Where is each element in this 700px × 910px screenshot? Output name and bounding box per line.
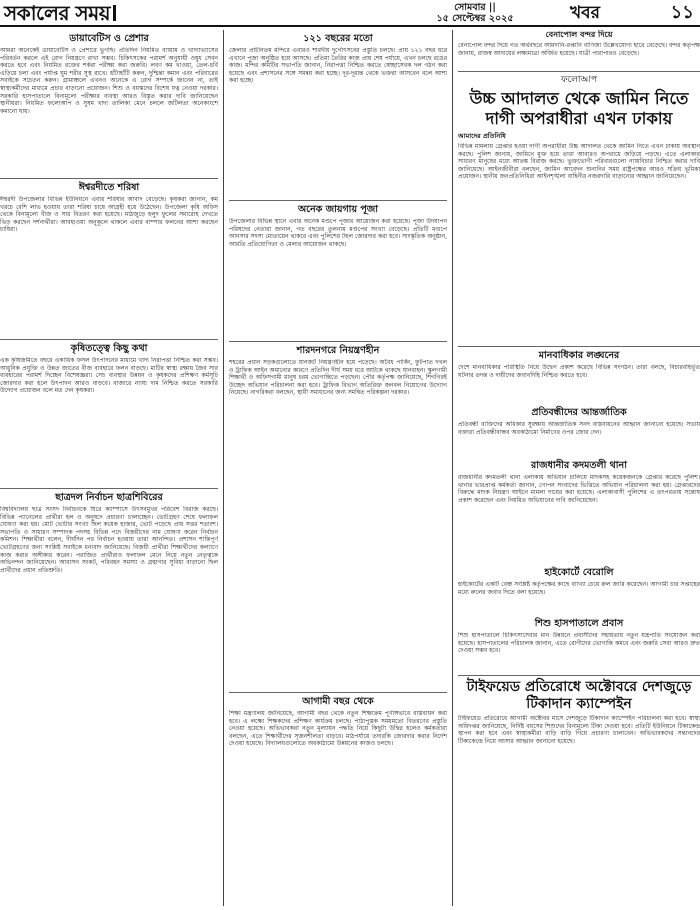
section-title: খবর <box>570 3 600 23</box>
newspaper-logo <box>4 2 116 24</box>
headline: ১২১ বছরের মতো <box>303 33 373 44</box>
headline: শারদনগরে নিয়ন্ত্রণহীন <box>296 345 380 356</box>
date: ১৫ সেপ্টেম্বর ২০২৫ <box>436 13 514 24</box>
article-body: দেশে মানবাধিকার পরিস্থিতি নিয়ে উদ্বেগ প্রকাশ করেছে বিভিন্ন সংগঠন। তারা বলছে, বিচারবহির্ভূত ঘটনার তদন্ত ও দায়ীদের জবাবদিহি নিশ্চিত করতে হবে। <box>458 364 700 379</box>
article-body: বিশ্ববিদ্যালয় ছাত্র সংসদ নির্বাচনকে ঘিরে ক্যাম্পাসে উৎসবমুখর পরিবেশ বিরাজ করছে। বিভিন্ন প্যানেলের প্রার্থীরা হল ও অনুষদে প্রচারণা চালাচ্ছেন। ভোটগ্রহণ শেষে ফলাফল ঘোষণা করা হয়। মোট ভোটার সংখ্যা ছিল কয়েক হাজার, ভোট পড়েছে প্রায় সত্তর শতাংশ। সভাপতি ও সাধারণ সম্পাদক পদসহ বিভিন্ন পদে বিজয়ীদের নাম ঘোষণা করেন নির্বাচন কমিশন। শিক্ষার্থীরা বলেন, দীর্ঘদিন পর নির্বাচন হওয়ায় তারা আনন্দিত। প্রশাসন শান্তিপূর্ণ ভোটগ্রহণের জন্য সংশ্লিষ্ট সবাইকে ধন্যবাদ জানিয়েছে। বিজয়ী প্রার্থীরা শিক্ষার্থীদের কল্যাণে কাজ করার অঙ্গীকার করেন। পরাজিত প্রার্থীরাও ফলাফল মেনে নিয়ে নতুন নেতৃত্বকে অভিনন্দন জানিয়েছেন। আবাসন সংকট, পরিবহন সমস্যা ও গ্রন্থাগার সুবিধা বাড়ানো ছিল প্রার্থীদের প্রধান প্রতিশ্রুতি। <box>0 506 218 574</box>
article-body: শিশু হাসপাতালে চিকিৎসাসেবার মান উন্নয়নে প্রবাসীদের সহায়তায় নতুন যন্ত্রপাতি সংযোজন করা হয়েছে। হাসপাতালের পরিচালক জানান, এতে রোগীদের ভোগান্তি কমবে এবং জরুরি সেবা আরও দ্রুত দেওয়া সম্ভব হবে। <box>458 632 700 655</box>
column-divider <box>223 30 224 906</box>
headline: ঈশ্বরদীতে শরিষা <box>78 182 140 193</box>
headline: ডায়াবেটিস ও প্রেশার <box>69 33 149 44</box>
article-body: প্রতিবন্ধী ব্যক্তিদের অধিকার সুরক্ষায় আন্তর্জাতিক সনদ বাস্তবায়নের আহ্বান জানানো হয়েছে। সভায় বক্তারা প্রতিবন্ধীবান্ধব অবকাঠামো নির্মাণের ওপর জোর দেন। <box>458 421 700 436</box>
column-3 <box>458 30 700 908</box>
divider <box>229 341 447 342</box>
lead-headline: টাইফয়েড প্রতিরোধে অক্টোবরে দেশজুড়ে টিকাদান ক্যাম্পেইন <box>466 679 692 712</box>
article-body: ঈশ্বরদী উপজেলার বিভিন্ন ইউনিয়নে এবার শরিষার আবাদ বেড়েছে। কৃষকরা জানান, কম খরচে বেশি লাভ হওয়ায় তারা শরিষা চাষে আগ্রহী হয়ে উঠেছেন। উপজেলা কৃষি অফিস থেকে বিনামূল্যে বীজ ও সার বিতরণ করা হয়েছে। মাঠজুড়ে হলুদ ফুলের সমারোহ দেখতে ভিড় করছেন দর্শনার্থীরা। আবহাওয়া অনুকূলে থাকলে এবার বাম্পার ফলনের আশা করছেন চাষিরা। <box>0 196 218 234</box>
column-1 <box>0 30 218 908</box>
column-2 <box>229 30 447 908</box>
logo-bar <box>113 5 116 21</box>
article-body: রাজধানীর কদমতলী থানা এলাকায় অভিযান চালিয়ে মাদকসহ কয়েকজনকে গ্রেপ্তার করেছে পুলিশ। থানার ভারপ্রাপ্ত কর্মকর্তা জানান, গোপন সংবাদের ভিত্তিতে অভিযান পরিচালনা করা হয়। গ্রেপ্তারদের বিরুদ্ধে মাদক নিয়ন্ত্রণ আইনে মামলা দায়ের করা হয়েছে। এলাকাবাসী পুলিশের এ তৎপরতায় সন্তোষ প্রকাশ করেছেন এবং নিয়মিত অভিযানের দাবি জানিয়েছেন। <box>458 474 700 504</box>
masthead-rule <box>0 25 700 27</box>
byline: আমাদের প্রতিনিধি <box>458 132 506 140</box>
headline: অনেক জায়গায় পূজা <box>297 204 379 215</box>
article-body: আমরা অনেকেই ডায়াবেটিস ও প্রেশারে ভুগছি। প্রতিদিন নিয়মিত ব্যায়াম ও খাদ্যাভ্যাসের পরিবর্তন করলে এই রোগ নিয়ন্ত্রণে রাখা সম্ভব। চিকিৎসকের পরামর্শ অনুযায়ী ওষুধ সেবন করতে হবে এবং নিয়মিত রক্তের শর্করা পরীক্ষা করা জরুরি। লবণ কম খাওয়া, তেল-চর্বি এড়িয়ে চলা এবং পর্যাপ্ত ঘুম শরীর সুস্থ রাখে। হাঁটাহাঁটি করুন, দুশ্চিন্তা কমান এবং পরিবারের সবাইকে সচেতন করুন। গ্রামাঞ্চলে এখনও অনেকে এ রোগ সম্পর্কে জানেন না, তাই স্বাস্থ্যকর্মীদের মাধ্যমে প্রচার বাড়ানো প্রয়োজন। শিশু ও বয়স্কদের বিশেষ যত্ন নেওয়া দরকার। সরকারি হাসপাতালে বিনামূল্যে পরীক্ষার ব্যবস্থা আরও বিস্তৃত করার দাবি জানিয়েছেন স্থানীয়রা। নিয়মিত ফলোআপ ও সুষম খাদ্য তালিকা মেনে চললে জটিলতা অনেকাংশে কমানো যায়। <box>0 47 218 115</box>
headline: প্রতিবন্ধীদের আন্তর্জাতিক <box>531 407 627 418</box>
headline: বেনাপোল বন্দর দিয়ে <box>545 30 613 39</box>
divider <box>229 200 447 201</box>
lead-headline: উচ্চ আদালত থেকে জামিন নিতে দাগী অপরাধীরা এখন ঢাকায় <box>469 89 689 128</box>
page-number: ১১ <box>670 2 694 23</box>
article-body: টাইফয়েড প্রতিরোধে আগামী অক্টোবর মাসে দেশজুড়ে টিকাদান ক্যাম্পেইন পরিচালনা করা হবে। স্বাস্থ্য অধিদপ্তর জানিয়েছে, নির্দিষ্ট বয়সের শিশুদের বিনামূল্যে টিকা দেওয়া হবে। প্রতিটি ইউনিয়নে টিকাকেন্দ্র স্থাপন করা হবে এবং স্বাস্থ্যকর্মীরা বাড়ি বাড়ি গিয়ে প্রচারণা চালাবেন। অভিভাবকদের সন্তানদের টিকাকেন্দ্রে নিয়ে আসার আহ্বান জানানো হয়েছে। <box>458 715 700 745</box>
article-body: শহরের প্রধান সড়কগুলোতে যানজট নিয়ন্ত্রণহীন হয়ে পড়েছে। অবৈধ পার্কিং, ফুটপাত দখল ও ট্রাফিক আইন অমান্যের কারণে প্রতিদিন দীর্ঘ সময় ধরে আটকে থাকছে যানবাহন। স্কুলগামী শিক্ষার্থী ও অফিসগামী মানুষ চরম ভোগান্তিতে পড়ছেন। পৌর কর্তৃপক্ষ জানিয়েছে, শিগগিরই উচ্ছেদ অভিযান পরিচালনা করা হবে। ট্রাফিক বিভাগ অতিরিক্ত জনবল নিয়োগের উদ্যোগ নিয়েছে। নাগরিকরা বলছেন, স্থায়ী সমাধানের জন্য সমন্বিত পরিকল্পনা দরকার। <box>229 359 447 397</box>
headline: কৃষিতত্ত্বে কিছু কথা <box>70 343 148 354</box>
divider <box>458 675 700 676</box>
weekday: সোমবার || <box>454 2 496 13</box>
masthead <box>0 0 700 26</box>
column-divider <box>452 30 453 906</box>
article-body: বেনাপোল বন্দর দিয়ে গত অর্থবছরে আমদানি-রপ্তানি বাণিজ্য উল্লেখযোগ্য হারে বেড়েছে। বন্দর কর্তৃপক্ষ জানায়, রাজস্ব আদায়ের লক্ষ্যমাত্রা অর্জিত হয়েছে। যাত্রী পারাপারও বেড়েছে। <box>458 42 700 57</box>
kicker: ফলোআপ <box>560 75 598 85</box>
article-body: শিক্ষা মন্ত্রণালয় জানিয়েছে, আগামী বছর থেকে নতুন শিক্ষাক্রম পূর্ণাঙ্গভাবে বাস্তবায়ন করা হবে। এ লক্ষ্যে শিক্ষকদের প্রশিক্ষণ কার্যক্রম চলছে। পাঠ্যপুস্তক সময়মতো বিতরণের প্রস্তুতি নেওয়া হয়েছে। অভিভাবকরা নতুন মূল্যায়ন পদ্ধতি নিয়ে কিছুটা উদ্বিগ্ন হলেও কর্মকর্তারা বলছেন, এতে শিক্ষার্থীদের সৃজনশীলতা বাড়বে। মাঠপর্যায়ে তদারকি জোরদার করার নির্দেশ দেওয়া হয়েছে। বিদ্যালয়গুলোতে অবকাঠামো উন্নয়নের কাজও চলছে। <box>229 710 447 748</box>
headline: ছাত্রদল নির্বাচন ছাত্রশিবিরের <box>55 492 163 503</box>
divider <box>0 178 218 179</box>
headline: শিশু হাসপাতালে প্রবাস <box>534 618 624 629</box>
article-body: উপজেলার বিভিন্ন স্থানে এবার অনেক মণ্ডপে পূজার আয়োজন করা হয়েছে। পূজা উদযাপন পরিষদের নেতারা জানান, গত বছরের তুলনায় মণ্ডপের সংখ্যা বেড়েছে। প্রতিটি মণ্ডপে আনসার সদস্য মোতায়েন থাকবে এবং পুলিশের টহল জোরদার করা হবে। সাংস্কৃতিক অনুষ্ঠান, আরতি প্রতিযোগিতা ও মেলার আয়োজন থাকছে। <box>229 218 447 248</box>
headline: মানবাধিকার লঙ্ঘনের <box>538 350 620 361</box>
article-body: এক কৃষিজমিতে বছরে একাধিক ফসল উৎপাদনের মাধ্যমে খাদ্য নিরাপত্তা নিশ্চিত করা সম্ভব। আধুনিক প্রযুক্তি ও উন্নত জাতের বীজ ব্যবহারে ফলন বাড়ছে। মাটির স্বাস্থ্য রক্ষায় জৈব সার ব্যবহারের পরামর্শ দিচ্ছেন বিশেষজ্ঞরা। সেচ ব্যবস্থার উন্নয়ন ও কৃষকদের প্রশিক্ষণ কর্মসূচি জোরদার করা হলে উৎপাদন আরও বাড়বে। বাজারে ন্যায্য দাম নিশ্চিত করতে সরকারি উদ্যোগ প্রয়োজন বলে মত দেন কৃষকরা। <box>0 357 218 395</box>
article-body: জেলার প্রাচীনতম মন্দিরে এবারও শারদীয় দুর্গোৎসবের প্রস্তুতি চলছে। প্রায় ১২১ বছর ধরে এখানে পূজা অনুষ্ঠিত হয়ে আসছে। প্রতিমা তৈরির কাজ প্রায় শেষ পর্যায়ে, এখন চলছে রঙের কাজ। মন্দির কমিটির সভাপতি জানান, নিরাপত্তা নিশ্চিত করতে স্বেচ্ছাসেবক দল গঠন করা হয়েছে এবং প্রশাসনের সঙ্গে সমন্বয় করা হচ্ছে। দূর-দূরান্ত থেকে ভক্তরা আসবেন বলে আশা করা হচ্ছে। <box>229 47 447 85</box>
divider <box>458 346 700 347</box>
divider <box>229 692 447 693</box>
logo-text: সকালের সময় <box>4 1 111 25</box>
date-box <box>420 2 530 24</box>
headline: হাইকোর্টে বেরোলি <box>544 567 614 578</box>
divider <box>458 71 700 72</box>
divider <box>0 488 218 489</box>
headline: রাজধানীর কদমতলী থানা <box>531 460 627 471</box>
article-body: বিভিন্ন মামলায় গ্রেপ্তার হওয়া দাগী অপরাধীরা উচ্চ আদালত থেকে জামিন নিতে এখন ঢাকায় অবস্থান করছে। পুলিশ জানায়, জামিনে মুক্ত হয়ে তারা আবারও অপরাধে জড়িয়ে পড়ছে। এতে এলাকার সাধারণ মানুষের মধ্যে আতঙ্ক বিরাজ করছে। ভুক্তভোগী পরিবারগুলো ন্যায়বিচার নিশ্চিত করার দাবি জানিয়েছে। আইনজীবীরা বলছেন, জামিন আবেদন শুনানির সময় রাষ্ট্রপক্ষের আরও সক্রিয় ভূমিকা প্রয়োজন। স্থানীয় জনপ্রতিনিধিরা আইনশৃঙ্খলা বাহিনীর নজরদারি বাড়ানোর আহ্বান জানিয়েছেন। <box>458 143 700 181</box>
headline: আগামী বছর থেকে <box>302 696 374 707</box>
divider <box>0 339 218 340</box>
article-body: হাইকোর্টের একটি বেঞ্চ সংশ্লিষ্ট কর্তৃপক্ষের কাছে ব্যাখ্যা চেয়ে রুল জারি করেছেন। আগামী চার সপ্তাহের মধ্যে রুলের জবাব দিতে বলা হয়েছে। <box>458 581 700 596</box>
